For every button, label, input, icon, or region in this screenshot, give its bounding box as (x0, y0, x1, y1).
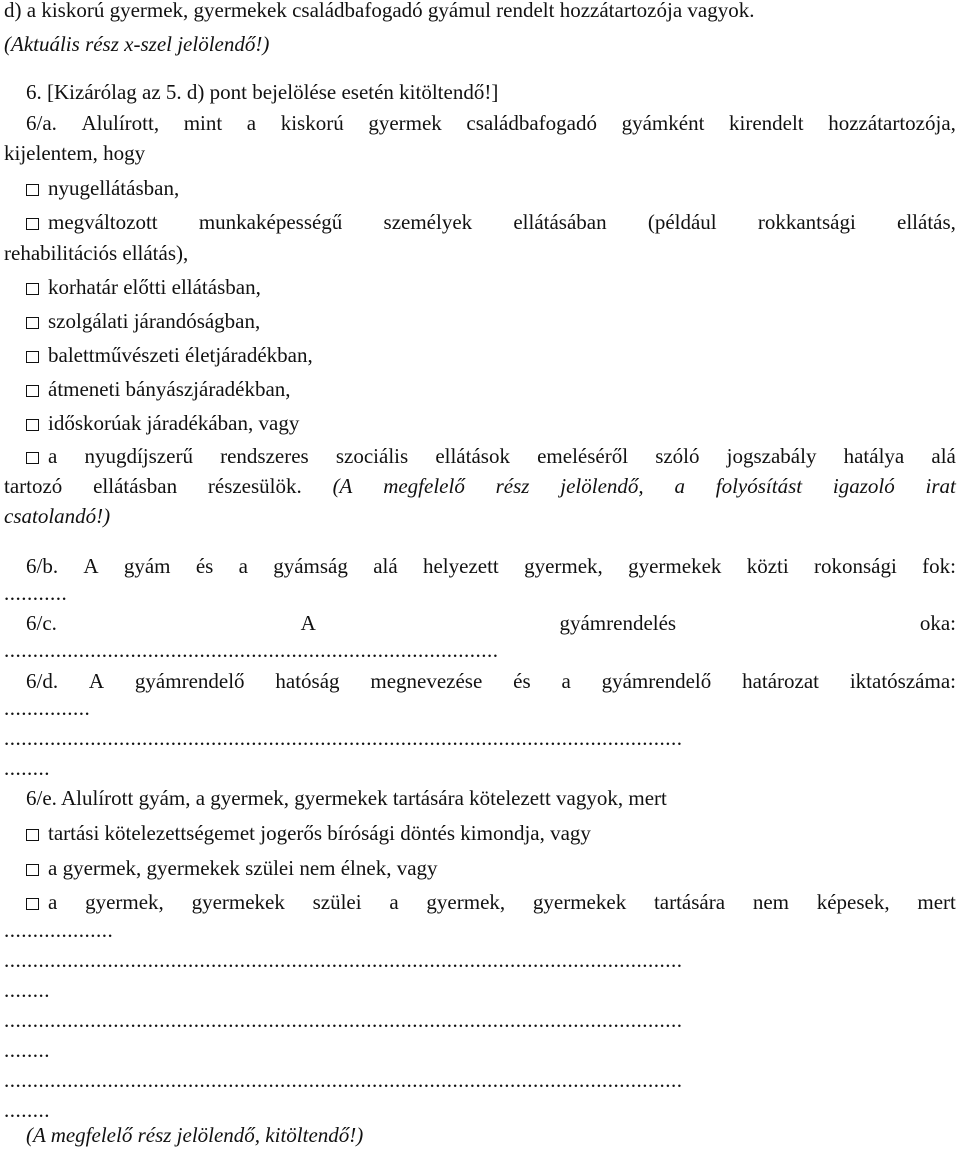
6a-option-2 (26, 209, 956, 235)
word: 6/c. (26, 611, 57, 635)
checkbox[interactable] (26, 317, 39, 329)
checkbox[interactable] (26, 218, 39, 230)
6e-fill-dots-short-2[interactable]: ........ (4, 1038, 50, 1062)
word: megnevezése (370, 669, 483, 693)
word: 6/b. (26, 554, 59, 578)
6e-option-1 (26, 820, 956, 846)
6e-footer-note: (A megfelelő rész jelölendő, kitöltendő!) (26, 1123, 364, 1147)
word: hatálya (843, 444, 905, 468)
6d-fill-dots-3[interactable]: ........ (4, 756, 50, 780)
word: kiskorú (280, 111, 344, 135)
word: gyámrendelés (559, 611, 677, 635)
option-label: tartási kötelezettségemet jogerős bírósági döntés kimondja, vagy (48, 821, 591, 845)
word: folyósítást (715, 474, 803, 498)
word: jogszabály (726, 444, 817, 468)
word: határozat (742, 669, 820, 693)
word: nem (752, 890, 789, 914)
word: gyermekek (532, 890, 627, 914)
word: munkaképességű (198, 210, 343, 234)
word: gyám (123, 554, 171, 578)
6a-option-4 (26, 308, 956, 334)
checkbox[interactable] (26, 898, 39, 910)
word: emeléséről (537, 444, 629, 468)
word: nyugdíjszerű (84, 444, 193, 468)
6c-fill-dots[interactable]: ...................................................................................... (4, 638, 499, 662)
6e-fill-dots-long-2[interactable]: ...................................................................................................................... (4, 1008, 683, 1032)
word: a (389, 890, 399, 914)
word: családbafogadó (466, 111, 597, 135)
6a-option-1 (26, 175, 956, 201)
6e-option-3 (26, 889, 956, 915)
section-d-line1: d) a kiskorú gyermek, gyermekek családbafogadó gyámul rendelt hozzátartozója vagyok. (4, 0, 755, 22)
word: hozzátartozója, (828, 111, 956, 135)
6b-fill-dots[interactable]: ........... (4, 581, 68, 605)
word: képesek, (816, 890, 890, 914)
word: részesülök. (207, 474, 302, 498)
word: 6/d. (26, 669, 59, 693)
option-label: időskorúak járadékában, vagy (48, 411, 300, 435)
checkbox[interactable] (26, 829, 39, 841)
option-label: átmeneti bányászjáradékban, (48, 377, 291, 401)
word: gyámként (621, 111, 705, 135)
word: ellátás, (897, 210, 956, 234)
word: és (513, 669, 531, 693)
6e-intro: 6/e. Alulírott gyám, a gyermek, gyermekek tartására kötelezett vagyok, mert (26, 786, 667, 810)
word: irat (925, 474, 956, 498)
6a-intro-line2: kijelentem, hogy (4, 141, 146, 165)
6d-fill-dots-1[interactable]: ............... (4, 696, 91, 720)
6e-option-2 (26, 855, 956, 881)
word: mint (183, 111, 223, 135)
word: oka: (919, 611, 956, 635)
word: a (674, 474, 685, 498)
word: fok: (922, 554, 956, 578)
word: gyámrendelő (601, 669, 712, 693)
6a-option-8-line3: csatolandó!) (4, 504, 111, 528)
checkbox[interactable] (26, 419, 39, 431)
6a-option-5 (26, 342, 956, 368)
word: a (238, 554, 248, 578)
section-d-note: (Aktuális rész x-szel jelölendő!) (4, 32, 270, 56)
word: gyermekek (628, 554, 722, 578)
word: gyermek, (524, 554, 603, 578)
word: rész (495, 474, 530, 498)
word: (A (332, 474, 353, 498)
6e-fill-dots-short-1[interactable]: ........ (4, 978, 50, 1002)
option-label: nyugellátásban, (48, 176, 180, 200)
word: helyezett (422, 554, 499, 578)
word: tartozó (4, 474, 63, 498)
word: a (48, 890, 58, 914)
section-6-heading: 6. [Kizárólag az 5. d) pont bejelölése esetén kitöltendő!] (26, 80, 499, 104)
word: mert (917, 890, 956, 914)
6a-option-6 (26, 376, 956, 402)
word: rendszeres (220, 444, 309, 468)
6a-option-2-line2: rehabilitációs ellátás), (4, 241, 189, 265)
word: megváltozott (48, 210, 158, 234)
6e-fill-dots-short-3[interactable]: ........ (4, 1098, 50, 1122)
word: személyek (383, 210, 473, 234)
word: gyermekek (191, 890, 285, 914)
word: A (300, 611, 316, 635)
6e-fill-dots-a[interactable]: ................... (4, 918, 114, 942)
checkbox[interactable] (26, 184, 39, 196)
word: ellátásában (513, 210, 607, 234)
word: rokkantsági (757, 210, 856, 234)
word: A (83, 554, 99, 578)
word: megfelelő (383, 474, 465, 498)
word: gyámrendelő (134, 669, 245, 693)
word: alá (931, 444, 956, 468)
6e-fill-dots-long-3[interactable]: ...................................................................................................................... (4, 1068, 683, 1092)
6b-question (26, 553, 956, 579)
word: gyermek, (426, 890, 506, 914)
word: a (48, 444, 58, 468)
word: szóló (655, 444, 700, 468)
word: kirendelt (729, 111, 804, 135)
word: jelölendő, (560, 474, 644, 498)
6a-option-3 (26, 274, 956, 300)
checkbox[interactable] (26, 351, 39, 363)
word: szülei (312, 890, 362, 914)
word: szociális (335, 444, 409, 468)
6d-fill-dots-2[interactable]: ...................................................................................................................... (4, 726, 683, 750)
option-label: a gyermek, gyermekek szülei nem élnek, vagy (48, 856, 438, 880)
6a-intro (26, 110, 956, 136)
checkbox[interactable] (26, 452, 39, 464)
6a-option-8 (26, 443, 956, 469)
option-label: szolgálati járandóságban, (48, 309, 261, 333)
word: A (88, 669, 105, 693)
word: gyámság (273, 554, 348, 578)
word: rokonsági (813, 554, 897, 578)
word: ellátásban (93, 474, 178, 498)
word: a (246, 111, 257, 135)
word: iktatószáma: (849, 669, 956, 693)
checkbox[interactable] (26, 385, 39, 397)
word: és (195, 554, 214, 578)
word: hatóság (275, 669, 340, 693)
word: 6/a. (26, 111, 57, 135)
6a-option-8-line2 (4, 473, 956, 499)
6a-option-7 (26, 410, 956, 436)
6c-question (26, 610, 956, 636)
checkbox[interactable] (26, 283, 39, 295)
word: alá (373, 554, 398, 578)
word: gyermek, (85, 890, 164, 914)
word: igazoló (832, 474, 895, 498)
checkbox[interactable] (26, 864, 39, 876)
word: közti (746, 554, 789, 578)
word: gyermek (368, 111, 442, 135)
word: (például (647, 210, 717, 234)
option-label: balettművészeti életjáradékban, (48, 343, 313, 367)
word: a (561, 669, 571, 693)
6e-fill-dots-long-1[interactable]: ...................................................................................................................... (4, 948, 683, 972)
word: tartására (653, 890, 726, 914)
6d-question (26, 668, 956, 694)
option-label: korhatár előtti ellátásban, (48, 275, 261, 299)
word: ellátások (435, 444, 510, 468)
word: Alulírott, (81, 111, 160, 135)
